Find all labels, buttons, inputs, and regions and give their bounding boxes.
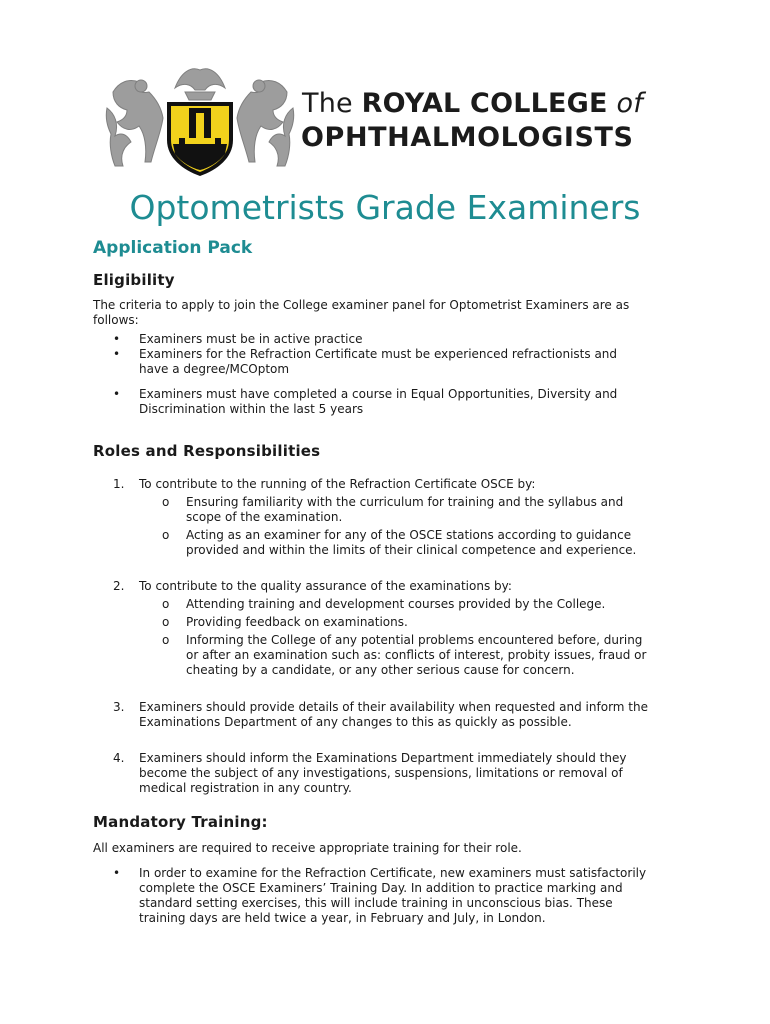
- sub-item-line: cheating by a candidate, or any other serious cause for concern.: [186, 663, 575, 677]
- sub-item-text: [186, 633, 706, 678]
- coat-of-arms-icon: [105, 62, 295, 178]
- item-line: medical registration in any country.: [139, 781, 352, 795]
- item-number: 3.: [113, 700, 125, 714]
- bullet-icon: •: [113, 332, 121, 346]
- list-item-line: Examiners must have completed a course in Equal Opportunities, Diversity and: [139, 387, 618, 401]
- item-line: Examinations Department of any changes to this as quickly as possible.: [139, 715, 572, 729]
- list-item-line: complete the OSCE Examiners’ Training Day. In addition to practice marking and: [139, 881, 623, 895]
- item-text: To contribute to the quality assurance of the examinations by:: [139, 579, 512, 593]
- list-item-text: [139, 347, 699, 377]
- list-item-line: standard setting exercises, this will include training in unconscious bias. These: [139, 896, 613, 910]
- eligibility-heading: Eligibility: [93, 271, 175, 289]
- item-number: 4.: [113, 751, 125, 765]
- eligibility-intro: [93, 298, 693, 328]
- item-text: [139, 751, 699, 796]
- list-item-line: training days are held twice a year, in February and July, in London.: [139, 911, 546, 925]
- eligibility-intro-line: The criteria to apply to join the College examiner panel for Optometrist Examiners are as: [93, 298, 630, 312]
- list-item-text: [139, 332, 699, 347]
- sub-item-line: provided and within the limits of their clinical competence and experience.: [186, 543, 637, 557]
- bullet-icon: •: [113, 387, 121, 401]
- item-line: become the subject of any investigations, suspensions, limitations or removal of: [139, 766, 623, 780]
- document-subtitle: Application Pack: [93, 238, 253, 258]
- list-item-line: Examiners must be in active practice: [139, 332, 363, 346]
- document-title: Optometrists Grade Examiners: [129, 188, 641, 227]
- list-item-text: [139, 387, 699, 417]
- sub-item-text: Providing feedback on examinations.: [186, 615, 408, 629]
- item-number: 1.: [113, 477, 125, 491]
- college-logo: [105, 62, 685, 178]
- sub-item-line: Informing the College of any potential problems encountered before, during: [186, 633, 643, 647]
- sub-bullet-icon: o: [162, 495, 170, 509]
- sub-item-text: [186, 528, 706, 558]
- logo-the: The: [302, 88, 362, 119]
- logo-of: of: [607, 88, 643, 119]
- list-item-line: Discrimination within the last 5 years: [139, 402, 364, 416]
- sub-item-text: Attending training and development courses provided by the College.: [186, 597, 606, 611]
- sub-item-line: Ensuring familiarity with the curriculum for training and the syllabus and: [186, 495, 624, 509]
- item-text: [139, 700, 699, 730]
- training-intro: All examiners are required to receive appropriate training for their role.: [93, 841, 522, 855]
- eligibility-intro-line: follows:: [93, 313, 139, 327]
- sub-item-text: [186, 495, 706, 525]
- logo-wordmark-line1: [302, 88, 643, 119]
- item-line: Examiners should provide details of their availability when requested and inform the: [139, 700, 648, 714]
- sub-bullet-icon: o: [162, 633, 170, 647]
- sub-item-line: Acting as an examiner for any of the OSCE stations according to guidance: [186, 528, 632, 542]
- list-item-line: have a degree/MCOptom: [139, 362, 290, 376]
- sub-bullet-icon: o: [162, 615, 170, 629]
- list-item-text: [139, 866, 699, 926]
- logo-royal-college: ROYAL COLLEGE: [361, 88, 608, 119]
- roles-heading: Roles and Responsibilities: [93, 442, 321, 460]
- sub-item-line: or after an examination such as: conflicts of interest, probity issues, fraud or: [186, 648, 647, 662]
- bullet-icon: •: [113, 347, 121, 361]
- logo-wordmark-line2: OPHTHALMOLOGISTS: [301, 122, 634, 153]
- sub-item-line: scope of the examination.: [186, 510, 343, 524]
- list-item-line: In order to examine for the Refraction Certificate, new examiners must satisfactorily: [139, 866, 647, 880]
- item-text: To contribute to the running of the Refraction Certificate OSCE by:: [139, 477, 536, 491]
- bullet-icon: •: [113, 866, 121, 880]
- sub-bullet-icon: o: [162, 597, 170, 611]
- list-item-line: Examiners for the Refraction Certificate must be experienced refractionists and: [139, 347, 618, 361]
- item-line: Examiners should inform the Examinations Department immediately should they: [139, 751, 627, 765]
- item-number: 2.: [113, 579, 125, 593]
- sub-bullet-icon: o: [162, 528, 170, 542]
- training-heading: Mandatory Training:: [93, 813, 268, 831]
